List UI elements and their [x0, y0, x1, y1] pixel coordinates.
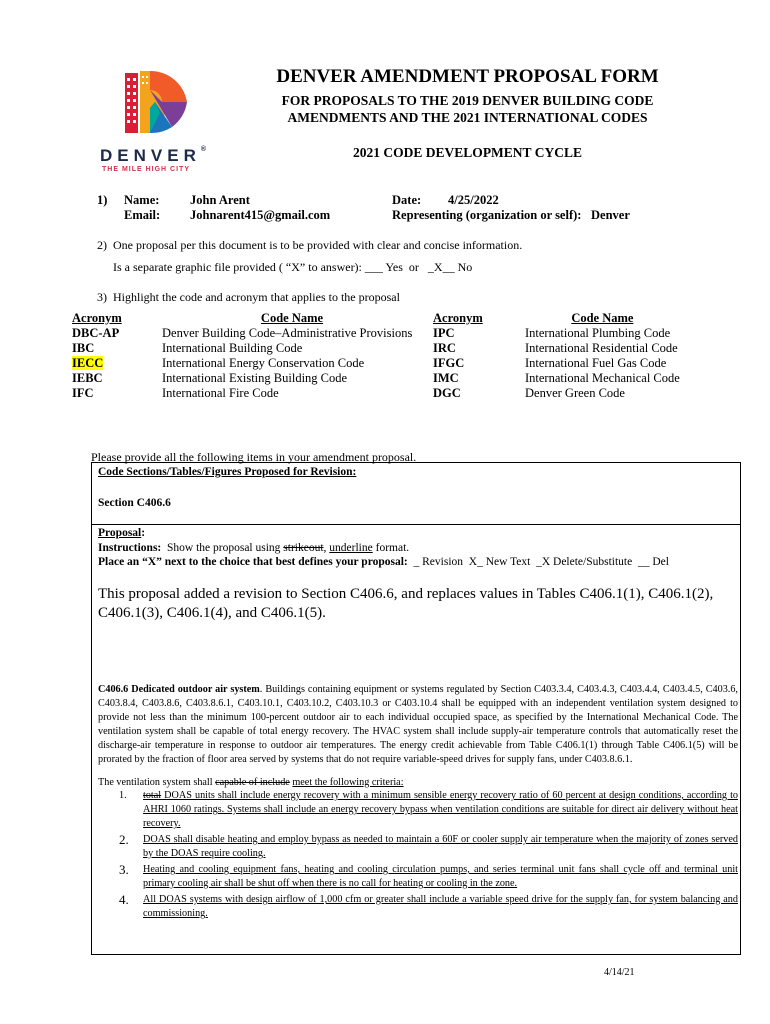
section-value[interactable]: Section C406.6: [98, 497, 171, 509]
code-name: International Residential Code: [525, 341, 678, 355]
code-row[interactable]: [72, 371, 422, 386]
code-acronym: IPC: [433, 326, 455, 340]
choice-line[interactable]: Place an “X” next to the choice that best defines your proposal: _ Revision X_ New Text _X Delete/Substitute __ Del: [98, 556, 669, 568]
development-cycle: 2021 CODE DEVELOPMENT CYCLE: [353, 145, 582, 160]
code-name: International Energy Conservation Code: [162, 356, 365, 370]
code-row[interactable]: [433, 371, 680, 386]
code-name: International Mechanical Code: [525, 371, 680, 385]
proposal-label: Proposal:: [98, 527, 146, 539]
logo-wordmark: DENVER®: [100, 146, 207, 165]
c406-paragraph: C406.6 Dedicated outdoor air system. Buildings containing equipment or systems regulated by Section C403.3.4, C403.4.3, C403.4.4, C403.4.5, C403.6, C403.8.4, C403.8.6, C403.8.6.1, C403.10.1, C403.10.2, C403.10.3 or C403.10.4 shall be equipped with an independent ventilation system designed to provide not less than the minimum 100-percent outdoor air to each individual occupied space, as specified by the International Mechanical Code. The ventilation system shall be capable of total energy recovery. The HVAC system shall include supply-air temperature controls that automatically reset the discharge-air temperature in response to outdoor air temperatures. The energy credit achievable from Table C406.1(1) through Table C406.1(5) will be prorated by the fraction of floor area served by systems that do not require variable-speed drives for supply fans, under C403.8.6.1.: [98, 684, 738, 765]
acronym-header: Acronym: [72, 311, 122, 325]
code-name-header: Code Name: [260, 311, 324, 325]
footer-date: 4/14/21: [604, 967, 635, 978]
code-acronym: DGC: [433, 386, 461, 400]
section2-number: 2): [97, 238, 107, 252]
code-row[interactable]: [433, 326, 680, 341]
graphic-file-question[interactable]: Is a separate graphic file provided ( “X” to answer): ___ Yes or _X__ No: [113, 260, 473, 274]
code-table-left: [72, 311, 422, 401]
code-name: International Existing Building Code: [162, 371, 348, 385]
representing-value[interactable]: Denver: [591, 208, 630, 222]
code-name: International Building Code: [162, 341, 303, 355]
code-row[interactable]: [72, 386, 422, 401]
section3-number: 3): [97, 290, 107, 304]
email-value[interactable]: Johnarent415@gmail.com: [190, 208, 331, 222]
code-acronym: IMC: [433, 371, 459, 385]
acronym-header: Acronym: [433, 311, 483, 325]
code-name: Denver Green Code: [525, 386, 625, 400]
code-acronym-highlighted: IECC: [72, 356, 104, 370]
page-title: DENVER AMENDMENT PROPOSAL FORM: [276, 66, 659, 87]
code-name: International Plumbing Code: [525, 326, 671, 340]
representing-label: Representing (organization or self):: [392, 208, 582, 222]
section2-text: One proposal per this document is to be provided with clear and concise information.: [113, 238, 523, 252]
page-subtitle: FOR PROPOSALS TO THE 2019 DENVER BUILDING CODE AMENDMENTS AND THE 2021 INTERNATIONAL CODES: [281, 93, 654, 125]
code-row[interactable]: [433, 386, 680, 401]
code-row[interactable]: [72, 326, 422, 341]
code-name: International Fuel Gas Code: [525, 356, 667, 370]
name-value[interactable]: John Arent: [190, 193, 250, 207]
code-acronym: IFC: [72, 386, 94, 400]
code-row[interactable]: [72, 356, 422, 371]
code-acronym: IFGC: [433, 356, 465, 370]
code-acronym: IRC: [433, 341, 456, 355]
section3-text: Highlight the code and acronym that applies to the proposal: [113, 290, 400, 304]
section1-number: 1): [97, 193, 108, 207]
logo-tagline: THE MILE HIGH CITY: [102, 166, 190, 173]
code-row[interactable]: [433, 356, 680, 371]
ventilation-criteria-line: The ventilation system shall capable of include meet the following criteria:: [98, 777, 404, 788]
box-divider: [91, 524, 741, 525]
date-value[interactable]: 4/25/2022: [448, 193, 499, 207]
code-name: Denver Building Code–Administrative Provisions: [162, 326, 413, 340]
date-label: Date:: [392, 193, 422, 207]
code-table-right: [433, 311, 680, 401]
code-row[interactable]: [433, 341, 680, 356]
code-row[interactable]: [72, 341, 422, 356]
code-name: International Fire Code: [162, 386, 279, 400]
email-label: Email:: [124, 208, 161, 222]
code-acronym: DBC-AP: [72, 326, 120, 340]
proposal-summary: This proposal added a revision to Section C406.6, and replaces values in Tables C406.1(1), C406.1(2), C406.1(3), C406.1(4), and C406.1(5).: [98, 586, 714, 621]
code-acronym: IEBC: [72, 371, 103, 385]
instructions-intro: Please provide all the following items in your amendment proposal.: [91, 450, 417, 464]
sections-heading: Code Sections/Tables/Figures Proposed for Revision:: [98, 466, 357, 478]
code-acronym: IBC: [72, 341, 95, 355]
name-label: Name:: [124, 193, 160, 207]
code-name-header: Code Name: [571, 311, 634, 325]
instructions-line: Instructions: Show the proposal using strikeout, underline format.: [98, 542, 410, 554]
